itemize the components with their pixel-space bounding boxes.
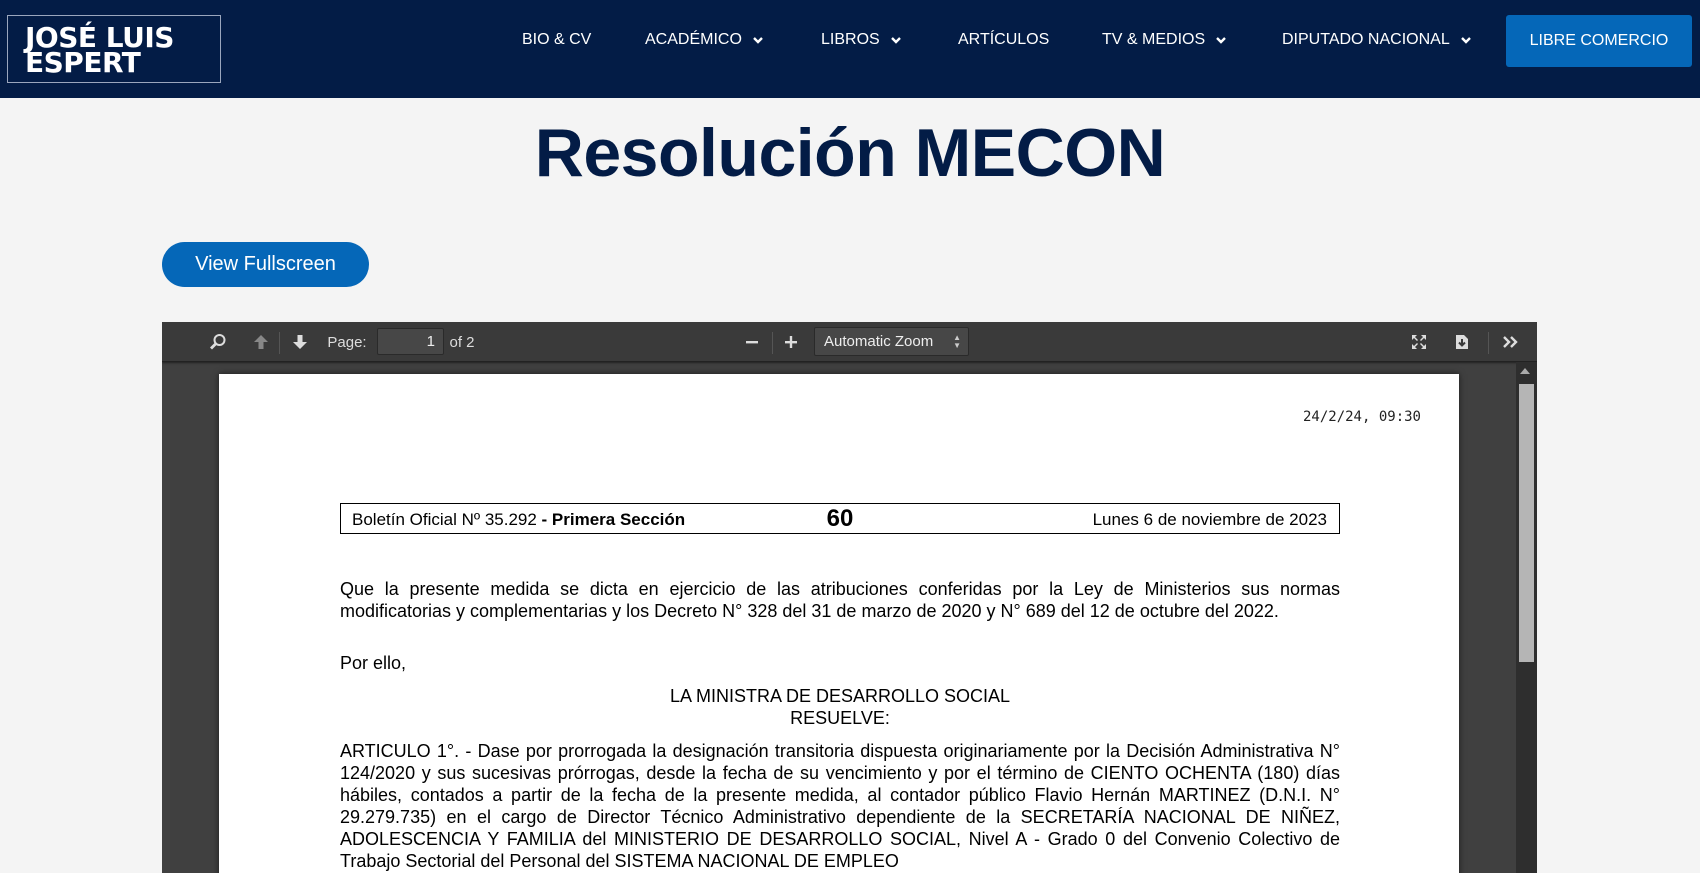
fullscreen-icon [1410,333,1428,351]
nav-item-academico[interactable] [645,31,764,49]
minus-icon [744,334,760,350]
pdf-toolbar [162,322,1537,362]
document-heading: LA MINISTRA DE DESARROLLO SOCIAL [669,686,1011,706]
nav-item-bio-cv[interactable] [522,31,591,49]
page-label: Page: [327,333,367,351]
toolbar-separator [1488,332,1489,354]
logo-line-2: ESPERT [25,46,141,79]
chevron-down-icon [1215,34,1227,46]
logo-line-1: JOSÉ LUIS [25,21,174,54]
next-page-button[interactable] [288,322,312,362]
bulletin-page-number: 60 [826,505,854,532]
download-button[interactable] [1449,322,1475,362]
zoom-out-button[interactable] [740,322,764,362]
presentation-mode-button[interactable] [1406,322,1432,362]
nav-item-diputado-nacional[interactable] [1282,31,1472,49]
zoom-in-button[interactable] [779,322,803,362]
page-total-label: of 2 [449,333,475,351]
scroll-up-arrow-icon[interactable] [1520,368,1530,374]
document-paragraph: ARTICULO 1°. - Dase por prorrogada la designación transitoria dispuesta originariamente por la Decisión Administrativa N° 124/2020 y sus sucesivas prórrogas, desde la fecha de su vencimiento y por el término de CIENTO OCHENTA (180) días hábiles, contados a partir de la fecha de la presente medida, al contador público Flavio Hernán MARTINEZ (D.N.I. N° 29.279.735) en el cargo de Director Técnico Administrativo dependiente de la SECRETARÍA NACIONAL DE NIÑEZ, ADOLESCENCIA Y FAMILIA del MINISTERIO DE DESARROLLO SOCIAL, Nivel A - Grado 0 del Convenio Colectivo de Trabajo Sectorial del Personal del SISTEMA NACIONAL DE EMPLEO [340,741,1340,871]
libre-comercio-button[interactable]: LIBRE COMERCIO [1506,15,1692,67]
select-arrows-icon: ▲ ▼ [953,333,961,350]
nav-item-label: ACADÉMICO [645,31,742,48]
document-paragraph: Que la presente medida se dicta en ejercicio de las atribuciones conferidas por la Ley de Ministerios sus normas modificatorias y complementarias y los Decreto N° 328 del 31 de marzo de 2020 y N° 689 del 12 de octubre del 2022. [340,579,1340,621]
scrollbar-thumb[interactable] [1519,384,1534,662]
page-title: Resolución MECON [534,115,1166,191]
search-icon [209,333,227,351]
bulletin-header [340,503,1340,534]
zoom-value: Automatic Zoom [824,333,934,350]
pdf-viewer [162,322,1537,873]
document-paragraph: Por ello, [340,653,407,673]
vertical-scrollbar[interactable] [1516,362,1537,873]
chevron-down-icon [1460,34,1472,46]
nav-item-label: ARTÍCULOS [958,31,1050,48]
double-chevron-right-icon [1502,333,1520,351]
top-navbar [0,0,1700,98]
nav-item-label: BIO & CV [522,31,592,48]
tools-menu-button[interactable] [1498,322,1524,362]
chevron-down-icon [752,34,764,46]
nav-item-articulos[interactable] [958,31,1049,49]
page-number-input[interactable] [377,328,444,355]
document-heading: RESUELVE: [790,708,890,728]
plus-icon [783,334,799,350]
nav-item-libros[interactable] [821,31,902,49]
site-logo[interactable] [7,15,221,83]
toolbar-separator [772,332,773,354]
download-icon [1453,333,1471,351]
arrow-down-icon [291,333,309,351]
toolbar-separator [279,332,280,354]
nav-item-label: TV & MEDIOS [1102,31,1206,48]
zoom-select[interactable] [814,327,969,356]
print-timestamp: 24/2/24, 09:30 [1302,409,1421,425]
chevron-down-icon [890,34,902,46]
bulletin-number: Boletín Oficial Nº 35.292 [352,510,537,529]
view-fullscreen-button[interactable]: View Fullscreen [162,242,369,287]
previous-page-button[interactable] [249,322,273,362]
nav-item-label: LIBROS [821,31,880,48]
arrow-up-icon [252,333,270,351]
nav-item-tv-medios[interactable] [1102,31,1227,49]
pdf-page [219,374,1459,873]
nav-item-label: DIPUTADO NACIONAL [1282,31,1450,48]
bulletin-date: Lunes 6 de noviembre de 2023 [1092,510,1327,529]
bulletin-section: - Primera Sección [541,510,686,529]
find-button[interactable] [206,322,230,362]
